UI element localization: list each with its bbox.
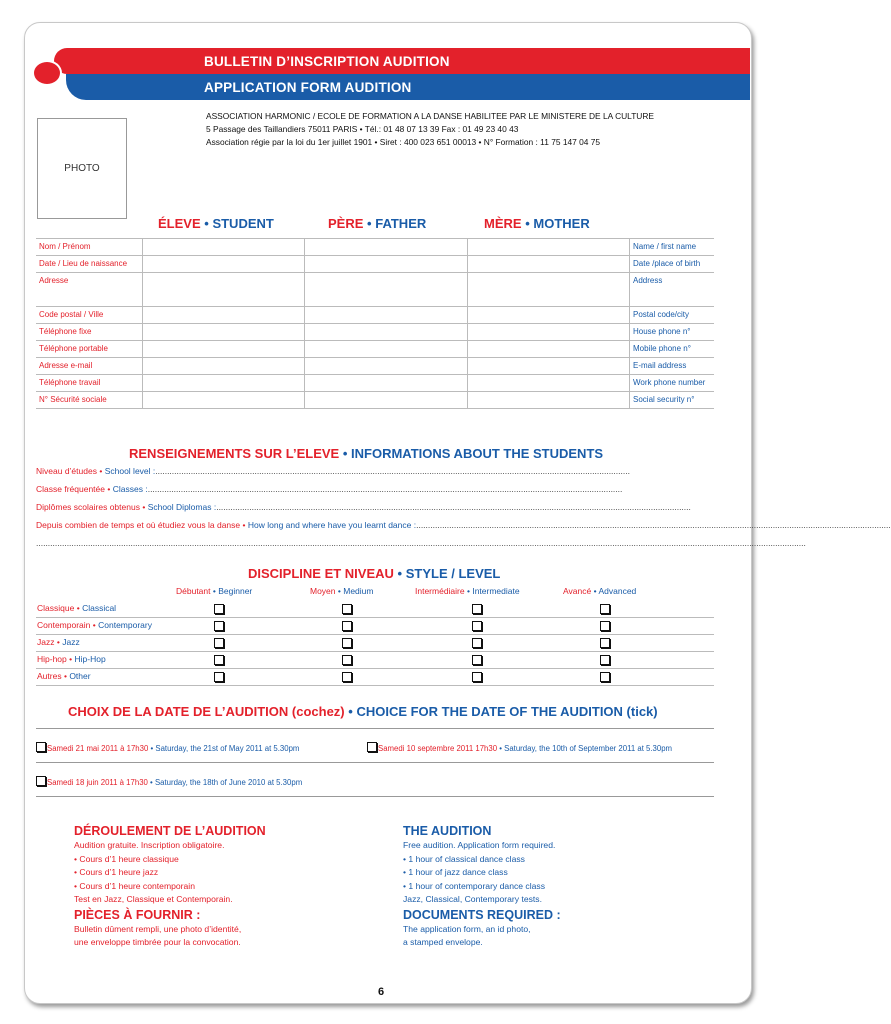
sep: •	[142, 502, 146, 512]
info-line-en: Classes :	[112, 484, 148, 494]
row-label-fr: N° Sécurité sociale	[36, 392, 143, 409]
checkbox-jazz-intermediate[interactable]	[472, 638, 482, 648]
sep: •	[525, 216, 530, 231]
style-fr: Jazz	[37, 637, 55, 647]
mother-field[interactable]	[467, 256, 629, 273]
info-line-extra[interactable]: ......................................................................................................................................................................................................................................................................................................................................	[36, 538, 806, 548]
table-row	[36, 392, 714, 409]
column-father-en: FATHER	[375, 216, 427, 231]
audition-line: • 1 hour of jazz dance class	[403, 867, 508, 877]
column-father	[328, 216, 426, 231]
student-field[interactable]	[143, 358, 305, 375]
mother-field[interactable]	[467, 239, 629, 256]
checkbox-classical-intermediate[interactable]	[472, 604, 482, 614]
deroulement-line: Audition gratuite. Inscription obligatoire.	[74, 840, 225, 850]
student-info-title-fr: RENSEIGNEMENTS SUR L’ELEVE	[129, 446, 340, 461]
student-info-heading	[129, 446, 603, 461]
checkbox-contemporary-advanced[interactable]	[600, 621, 610, 631]
row-label-fr: Nom / Prénom	[36, 239, 143, 256]
level-advanced	[563, 586, 636, 596]
checkbox-date-june[interactable]	[36, 776, 46, 786]
table-row	[36, 256, 714, 273]
mother-field[interactable]	[467, 273, 629, 307]
audition-line: • 1 hour of classical dance class	[403, 853, 525, 864]
discipline-row-jazz	[36, 634, 714, 652]
style-en: Hip-Hop	[74, 654, 106, 664]
association-info	[206, 110, 654, 149]
sep: •	[212, 586, 216, 596]
style-en: Jazz	[62, 637, 80, 647]
father-field[interactable]	[305, 307, 467, 324]
checkbox-contemporary-intermediate[interactable]	[472, 621, 482, 631]
mother-field[interactable]	[467, 375, 629, 392]
level-en: Intermediate	[472, 586, 520, 596]
date-fr: Samedi 18 juin 2011 à 17h30	[47, 778, 148, 787]
row-label-en: Date /place of birth	[630, 256, 715, 273]
sep: •	[150, 744, 154, 753]
info-line-en: School Diplomas :	[147, 502, 217, 512]
style-fr: Classique	[37, 603, 75, 613]
sep: •	[56, 637, 60, 647]
row-label-en: Mobile phone n°	[630, 341, 715, 358]
checkbox-classical-advanced[interactable]	[600, 604, 610, 614]
level-intermediate	[415, 586, 520, 596]
style-en: Classical	[82, 603, 117, 613]
row-label-fr: Téléphone portable	[36, 341, 143, 358]
sep: •	[69, 654, 73, 664]
discipline-title-en: STYLE / LEVEL	[405, 566, 501, 581]
row-label-en: Postal code/city	[630, 307, 715, 324]
style-fr: Hip-hop	[37, 654, 67, 664]
row-label-fr: Code postal / Ville	[36, 307, 143, 324]
level-fr: Débutant	[176, 586, 211, 596]
audition-line: Jazz, Classical, Contemporary tests.	[403, 894, 542, 904]
discipline-row-contemporary	[36, 617, 714, 635]
student-info-title-en: INFORMATIONS ABOUT THE STUDENTS	[351, 446, 604, 461]
association-line-1: ASSOCIATION HARMONIC / ECOLE DE FORMATION A LA DANSE HABILITEE PAR LE MINISTERE DE LA CULTURE	[206, 111, 654, 121]
table-row	[36, 358, 714, 375]
deroulement-line: • Cours d’1 heure jazz	[74, 867, 159, 877]
row-label-fr: Téléphone travail	[36, 375, 143, 392]
sep: •	[337, 586, 341, 596]
deroulement-line: Test en Jazz, Classique et Contemporain.	[74, 894, 233, 904]
pieces-line: Bulletin dûment rempli, une photo d’identité,	[74, 923, 242, 934]
father-field[interactable]	[305, 358, 467, 375]
date-option-may[interactable]	[36, 742, 299, 754]
date-en: Saturday, the 21st of May 2011 at 5.30pm	[155, 744, 300, 753]
row-label-en: Name / first name	[630, 239, 715, 256]
checkbox-date-september[interactable]	[367, 742, 377, 752]
date-fr: Samedi 21 mai 2011 à 17h30	[47, 744, 149, 753]
level-fr: Avancé	[563, 586, 592, 596]
sep: •	[63, 671, 67, 681]
discipline-row-other	[36, 668, 714, 686]
pieces-line: une enveloppe timbrée pour la convocation.	[74, 937, 241, 947]
column-mother	[484, 216, 590, 231]
student-field[interactable]	[143, 375, 305, 392]
sep: •	[367, 216, 372, 231]
discipline-row-classical	[36, 600, 714, 618]
style-fr: Contemporain	[37, 620, 91, 630]
student-field[interactable]	[143, 256, 305, 273]
association-line-2: 5 Passage des Taillandiers 75011 PARIS • Tél.: 01 48 07 13 39 Fax : 01 49 23 40 43	[206, 124, 519, 134]
father-field[interactable]	[305, 239, 467, 256]
column-student-en: STUDENT	[212, 216, 274, 231]
audition-info-fr	[74, 824, 266, 950]
checkbox-other-medium[interactable]	[342, 672, 352, 682]
form-title-fr: BULLETIN D’INSCRIPTION AUDITION	[204, 54, 450, 69]
table-row	[36, 273, 714, 307]
student-field[interactable]	[143, 324, 305, 341]
row-label-en: Social security n°	[630, 392, 715, 409]
column-mother-en: MOTHER	[533, 216, 590, 231]
sep: •	[107, 484, 111, 494]
checkbox-jazz-beginner[interactable]	[214, 638, 224, 648]
checkbox-contemporary-medium[interactable]	[342, 621, 352, 631]
level-beginner	[176, 586, 252, 596]
column-student-fr: ÉLEVE	[158, 216, 201, 231]
audition-date-title-en: CHOICE FOR THE DATE OF THE AUDITION (tick)	[356, 704, 658, 719]
divider	[36, 728, 714, 729]
date-option-june[interactable]	[36, 776, 302, 788]
student-field[interactable]	[143, 392, 305, 409]
mother-field[interactable]	[467, 324, 629, 341]
row-label-fr: Adresse	[36, 273, 143, 307]
level-en: Beginner	[218, 586, 253, 596]
father-field[interactable]	[305, 324, 467, 341]
level-medium	[310, 586, 373, 596]
father-field[interactable]	[305, 375, 467, 392]
column-student	[158, 216, 274, 231]
checkbox-contemporary-beginner[interactable]	[214, 621, 224, 631]
checkbox-hiphop-medium[interactable]	[342, 655, 352, 665]
mother-field[interactable]	[467, 307, 629, 324]
photo-box[interactable]	[37, 118, 127, 219]
date-en: Saturday, the 18th of June 2010 at 5.30pm	[154, 778, 303, 787]
checkbox-hiphop-beginner[interactable]	[214, 655, 224, 665]
the-audition-title: THE AUDITION	[403, 824, 492, 838]
sep: •	[150, 778, 153, 787]
audition-info-en	[403, 824, 561, 950]
deroulement-title: DÉROULEMENT DE L’AUDITION	[74, 824, 266, 838]
student-field[interactable]	[143, 307, 305, 324]
banner-dot	[34, 62, 60, 84]
sep: •	[499, 744, 502, 753]
row-label-en: E-mail address	[630, 358, 715, 375]
mother-field[interactable]	[467, 358, 629, 375]
style-fr: Autres	[37, 671, 62, 681]
form-title-en: APPLICATION FORM AUDITION	[204, 80, 412, 95]
row-label-en: Address	[630, 273, 715, 307]
row-label-en: Work phone number	[630, 375, 715, 392]
checkbox-other-beginner[interactable]	[214, 672, 224, 682]
sep: •	[397, 566, 403, 581]
checkbox-hiphop-advanced[interactable]	[600, 655, 610, 665]
pieces-title: PIÈCES À FOURNIR :	[74, 907, 201, 922]
row-label-fr: Téléphone fixe	[36, 324, 143, 341]
info-line-fr: Classe fréquentée	[36, 484, 105, 494]
style-en: Contemporary	[98, 620, 152, 630]
mother-field[interactable]	[467, 341, 629, 358]
info-line-en: How long and where have you learnt dance :	[247, 520, 417, 530]
column-father-fr: PÈRE	[328, 216, 364, 231]
info-line-fr: Diplômes scolaires obtenus	[36, 502, 140, 512]
audition-date-heading	[68, 704, 658, 719]
discipline-title-fr: DISCIPLINE ET NIVEAU	[248, 566, 394, 581]
level-en: Medium	[343, 586, 374, 596]
discipline-row-hiphop	[36, 651, 714, 669]
info-line-classes[interactable]: Classe fréquentée • Classes :.........................................................................................................................................................................................................	[36, 484, 623, 494]
deroulement-line: • Cours d’1 heure contemporain	[74, 880, 196, 891]
column-mother-fr: MÈRE	[484, 216, 522, 231]
level-en: Advanced	[598, 586, 637, 596]
student-field[interactable]	[143, 273, 305, 307]
date-fr: Samedi 10 septembre 2011 17h30	[378, 744, 498, 753]
audition-line: • 1 hour of contemporary dance class	[403, 880, 546, 891]
father-field[interactable]	[305, 392, 467, 409]
checkbox-hiphop-intermediate[interactable]	[472, 655, 482, 665]
row-label-fr: Date / Lieu de naissance	[36, 256, 143, 273]
father-field[interactable]	[305, 273, 467, 307]
sep: •	[204, 216, 209, 231]
sep: •	[92, 620, 96, 630]
table-row	[36, 375, 714, 392]
checkbox-other-intermediate[interactable]	[472, 672, 482, 682]
checkbox-jazz-advanced[interactable]	[600, 638, 610, 648]
level-fr: Intermédiaire	[415, 586, 465, 596]
divider	[36, 762, 714, 763]
level-fr: Moyen	[310, 586, 336, 596]
date-option-september[interactable]	[367, 742, 672, 754]
table-row	[36, 324, 714, 341]
identity-table	[36, 238, 714, 409]
mother-field[interactable]	[467, 392, 629, 409]
checkbox-classical-beginner[interactable]	[214, 604, 224, 614]
page-number: 6	[378, 986, 385, 998]
info-line-fr: Depuis combien de temps et où étudiez vous la danse	[36, 520, 241, 530]
info-line-school-level[interactable]: Niveau d’études • School level :.........................................................................................................................................................................................................	[36, 466, 630, 476]
info-line-dance-history[interactable]: Depuis combien de temps et où étudiez vous la danse • How long and where have you learnt dance :.........................................................................................................................................................................................................	[36, 520, 891, 530]
table-row	[36, 239, 714, 256]
sep: •	[348, 704, 353, 719]
table-row	[36, 307, 714, 324]
photo-label: PHOTO	[64, 163, 100, 174]
row-label-fr: Adresse e-mail	[36, 358, 143, 375]
info-line-fr: Niveau d’études	[36, 466, 97, 476]
checkbox-other-advanced[interactable]	[600, 672, 610, 682]
sep: •	[99, 466, 103, 476]
student-field[interactable]	[143, 239, 305, 256]
father-field[interactable]	[305, 341, 467, 358]
style-en: Other	[69, 671, 91, 681]
date-en: Saturday, the 10th of September 2011 at 5.30pm	[504, 744, 673, 753]
documents-line: a stamped envelope.	[403, 937, 483, 947]
documents-title: DOCUMENTS REQUIRED :	[403, 907, 561, 922]
info-line-diplomas[interactable]: Diplômes scolaires obtenus • School Diplomas :.........................................................................................................................................................................................................	[36, 502, 691, 512]
discipline-heading	[248, 566, 500, 581]
checkbox-classical-medium[interactable]	[342, 604, 352, 614]
info-line-en: School level :	[104, 466, 156, 476]
student-field[interactable]	[143, 341, 305, 358]
sep: •	[466, 586, 470, 596]
checkbox-date-may[interactable]	[36, 742, 46, 752]
row-label-en: House phone n°	[630, 324, 715, 341]
sep: •	[342, 446, 348, 461]
table-row	[36, 341, 714, 358]
divider	[36, 796, 714, 797]
father-field[interactable]	[305, 256, 467, 273]
audition-line: Free audition. Application form required.	[403, 840, 556, 850]
sep: •	[242, 520, 246, 530]
audition-date-title-fr: CHOIX DE LA DATE DE L’AUDITION (cochez)	[68, 704, 345, 719]
sep: •	[76, 603, 80, 613]
deroulement-line: • Cours d’1 heure classique	[74, 853, 179, 864]
association-line-3: Association régie par la loi du 1er juillet 1901 • Siret : 400 023 651 00013 • N° Formation : 11 75 147 04 75	[206, 137, 601, 147]
documents-line: The application form, an id photo,	[403, 923, 531, 934]
checkbox-jazz-medium[interactable]	[342, 638, 352, 648]
sep: •	[593, 586, 597, 596]
